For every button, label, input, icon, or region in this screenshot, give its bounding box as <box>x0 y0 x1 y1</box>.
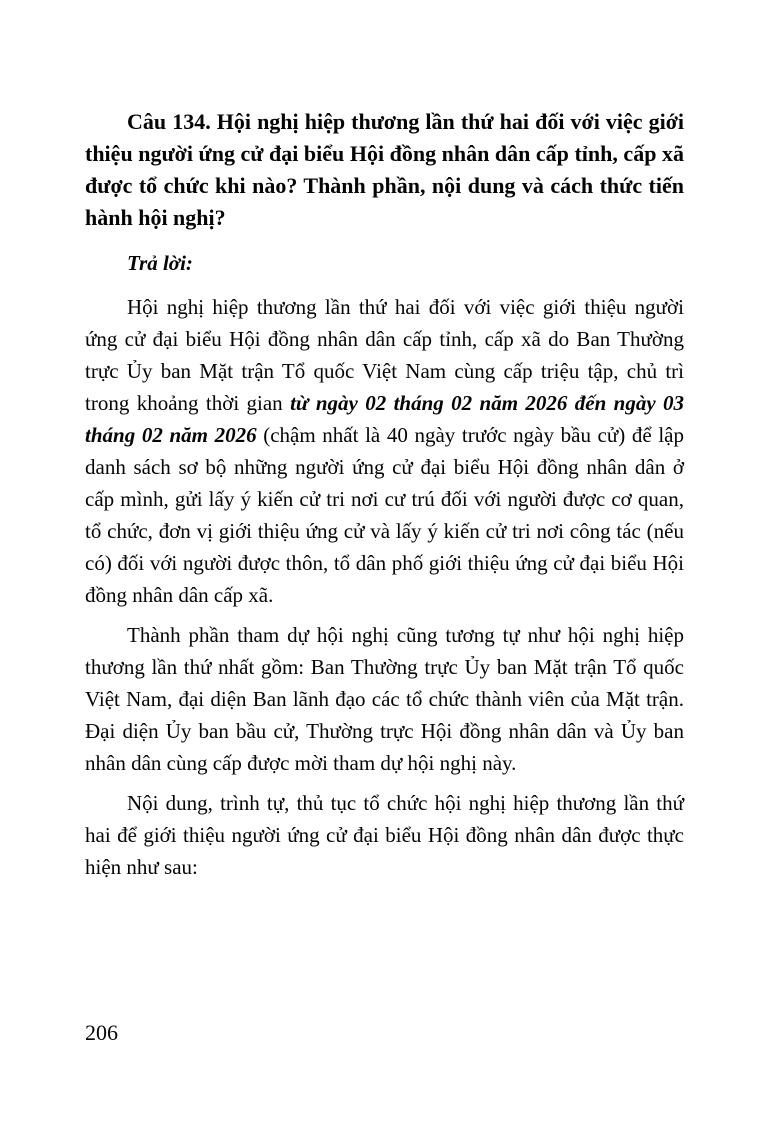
answer-label: Trả lời: <box>127 251 193 275</box>
paragraph-procedure-intro: Nội dung, trình tự, thủ tục tổ chức hội nghị hiệp thương lần thứ hai để giới thiệu người ứng cử đại biểu Hội đồng nhân dân được thực hiện như sau: <box>85 791 684 879</box>
paragraph-convening-time <box>85 291 684 611</box>
question-heading: Câu 134. Hội nghị hiệp thương lần thứ hai đối với việc giới thiệu người ứng cử đại biểu Hội đồng nhân dân cấp tỉnh, cấp xã được tổ chức khi nào? Thành phần, nội dung và cách thức tiến hành hội nghị? <box>85 109 684 230</box>
date-range-emphasis: từ ngày 02 tháng 02 năm 2026 đến ngày 03 tháng 02 năm 2026 <box>85 391 685 447</box>
paragraph-text: Hội nghị hiệp thương lần thứ hai đối với việc giới thiệu người ứng cử đại biểu Hội đồng nhân dân cấp tỉnh, cấp xã do Ban Thường trực Ủy ban Mặt trận Tổ quốc Việt Nam cùng cấp triệu tập, chủ trì trong khoảng thời gian <box>85 295 684 415</box>
paragraph-participants: Thành phần tham dự hội nghị cũng tương tự như hội nghị hiệp thương lần thứ nhất gồm: Ban Thường trực Ủy ban Mặt trận Tổ quốc Việt Nam, đại diện Ban lãnh đạo các tổ chức thành viên của Mặt trận. Đại diện Ủy ban bầu cử, Thường trực Hội đồng nhân dân và Ủy ban nhân dân cùng cấp được mời tham dự hội nghị này. <box>85 623 684 775</box>
page-number: 206 <box>85 1020 118 1045</box>
paragraph-text: (chậm nhất là 40 ngày trước ngày bầu cử) để lập danh sách sơ bộ những người ứng cử đại biểu Hội đồng nhân dân ở cấp mình, gửi lấy ý kiến cử tri nơi cư trú đối với người được cơ quan, tổ chức, đơn vị giới thiệu ứng cử và lấy ý kiến cử tri nơi công tác (nếu có) đối với người được thôn, tổ dân phố giới thiệu ứng cử đại biểu Hội đồng nhân dân cấp xã. <box>85 423 684 607</box>
